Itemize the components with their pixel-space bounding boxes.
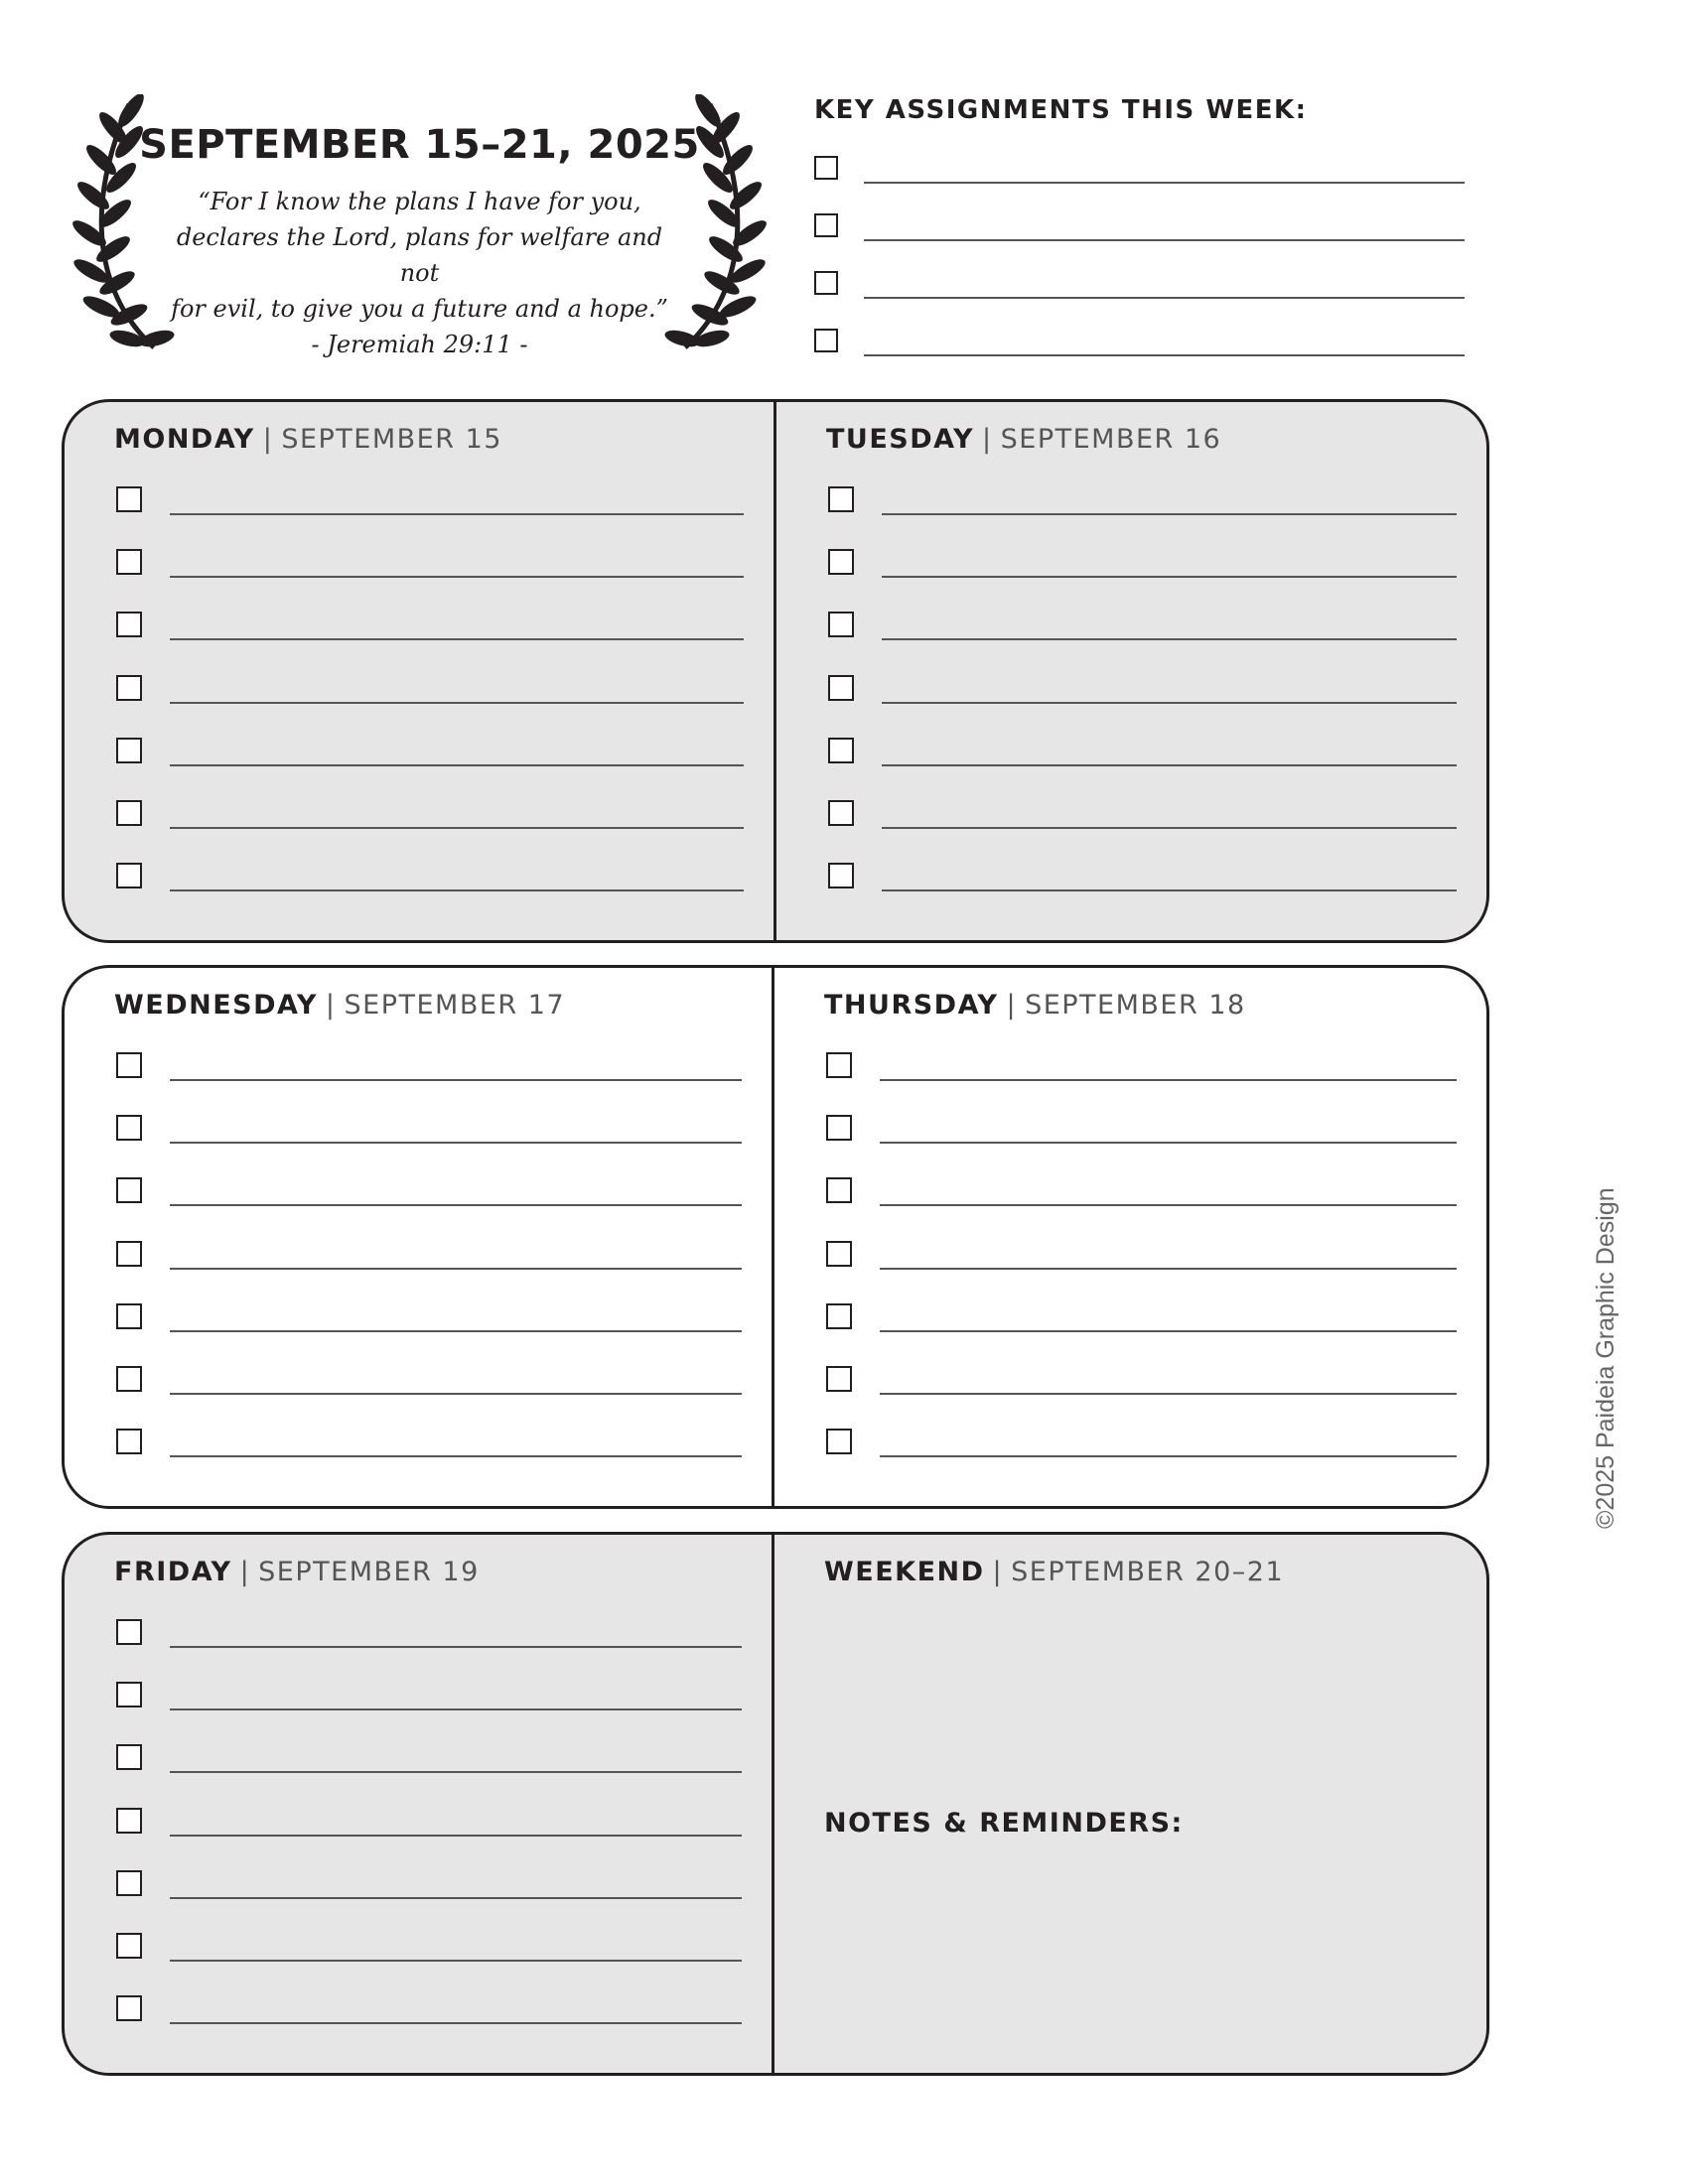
day-header: [114, 990, 565, 1021]
task-item: [826, 1052, 1457, 1115]
task-item: [828, 800, 1457, 863]
write-line[interactable]: [170, 1960, 742, 1962]
write-line[interactable]: [882, 702, 1457, 704]
checkbox[interactable]: [116, 1808, 142, 1834]
checkbox[interactable]: [116, 1241, 142, 1267]
checkbox[interactable]: [116, 1995, 142, 2021]
panel-wed-thu: [62, 965, 1489, 1509]
day-thursday: [774, 968, 1486, 1506]
separator: |: [325, 990, 337, 1021]
checkbox[interactable]: [116, 863, 142, 888]
task-item: [828, 486, 1457, 549]
week-header: [70, 94, 770, 357]
checkbox[interactable]: [116, 1115, 142, 1141]
day-name: FRIDAY: [114, 1557, 232, 1587]
write-line[interactable]: [880, 1079, 1457, 1081]
copyright: ©2025 Paideia Graphic Design: [1592, 1187, 1619, 1529]
day-header: [824, 1557, 1284, 1587]
write-line[interactable]: [170, 1079, 742, 1081]
verse-line: “For I know the plans I have for you,: [198, 188, 641, 215]
day-monday: [65, 402, 774, 940]
write-line[interactable]: [880, 1142, 1457, 1144]
key-assignment-item: [814, 211, 1465, 269]
write-line[interactable]: [880, 1393, 1457, 1395]
task-item: [116, 1682, 742, 1744]
checkbox[interactable]: [826, 1052, 852, 1078]
panel-mon-tue: [62, 399, 1489, 943]
task-item: [116, 1115, 742, 1177]
task-item: [116, 1619, 742, 1682]
day-name: THURSDAY: [824, 990, 999, 1021]
checkbox[interactable]: [828, 800, 854, 826]
write-line[interactable]: [170, 1646, 742, 1648]
checkbox[interactable]: [828, 863, 854, 888]
task-item: [116, 1303, 742, 1366]
write-line[interactable]: [170, 1204, 742, 1206]
day-header: [114, 424, 502, 455]
task-item: [826, 1366, 1457, 1429]
day-header: [824, 990, 1246, 1021]
write-line[interactable]: [170, 1835, 742, 1837]
checkbox[interactable]: [814, 213, 838, 237]
day-name: WEDNESDAY: [114, 990, 318, 1021]
task-item: [828, 863, 1457, 925]
checkbox[interactable]: [116, 800, 142, 826]
task-list: [116, 1052, 742, 1491]
task-item: [116, 1744, 742, 1807]
verse-line: declares the Lord, plans for welfare and not: [176, 223, 663, 287]
task-item: [826, 1241, 1457, 1303]
task-item: [116, 486, 744, 549]
checkbox[interactable]: [116, 675, 142, 701]
write-line[interactable]: [882, 638, 1457, 640]
key-assignment-item: [814, 327, 1465, 384]
task-item: [826, 1177, 1457, 1240]
checkbox[interactable]: [116, 1682, 142, 1707]
checkbox[interactable]: [826, 1115, 852, 1141]
task-item: [116, 1177, 742, 1240]
verse-line: for evil, to give you a future and a hope.”: [171, 295, 668, 323]
task-item: [116, 800, 744, 863]
checkbox[interactable]: [828, 612, 854, 637]
checkbox[interactable]: [828, 486, 854, 512]
day-name: MONDAY: [114, 424, 255, 455]
checkbox[interactable]: [116, 1429, 142, 1454]
checkbox[interactable]: [814, 271, 838, 295]
separator: |: [982, 424, 993, 455]
write-line[interactable]: [170, 1268, 742, 1270]
task-item: [116, 1933, 742, 1995]
day-date: SEPTEMBER 18: [1025, 990, 1246, 1021]
day-name: WEEKEND: [824, 1557, 985, 1587]
checkbox[interactable]: [826, 1177, 852, 1203]
notes-title: NOTES & REMINDERS:: [824, 1808, 1184, 1839]
write-line[interactable]: [170, 827, 744, 829]
day-date: SEPTEMBER 19: [258, 1557, 480, 1587]
checkbox[interactable]: [116, 738, 142, 763]
task-item: [826, 1303, 1457, 1366]
checkbox[interactable]: [828, 738, 854, 763]
write-line[interactable]: [864, 182, 1465, 184]
write-line[interactable]: [880, 1455, 1457, 1457]
write-line[interactable]: [170, 1330, 742, 1332]
task-list: [826, 1052, 1457, 1491]
day-date: SEPTEMBER 20–21: [1011, 1557, 1285, 1587]
write-line[interactable]: [170, 576, 744, 578]
write-line[interactable]: [882, 827, 1457, 829]
checkbox[interactable]: [116, 1303, 142, 1329]
checkbox[interactable]: [116, 1744, 142, 1770]
task-list: [116, 1619, 742, 2058]
checkbox[interactable]: [828, 549, 854, 575]
key-assignments-list: [814, 154, 1465, 384]
task-item: [116, 1995, 742, 2058]
write-line[interactable]: [882, 513, 1457, 515]
write-line[interactable]: [170, 1771, 742, 1773]
write-line[interactable]: [170, 889, 744, 891]
checkbox[interactable]: [116, 549, 142, 575]
write-line[interactable]: [170, 638, 744, 640]
checkbox[interactable]: [826, 1429, 852, 1454]
day-date: SEPTEMBER 17: [344, 990, 566, 1021]
write-line[interactable]: [170, 702, 744, 704]
checkbox[interactable]: [828, 675, 854, 701]
task-item: [828, 612, 1457, 674]
write-line[interactable]: [882, 889, 1457, 891]
task-item: [116, 675, 744, 738]
checkbox[interactable]: [826, 1303, 852, 1329]
write-line[interactable]: [882, 576, 1457, 578]
checkbox[interactable]: [116, 1366, 142, 1392]
write-line[interactable]: [170, 1708, 742, 1710]
checkbox[interactable]: [116, 1870, 142, 1896]
write-line[interactable]: [170, 513, 744, 515]
write-line[interactable]: [880, 1204, 1457, 1206]
write-line[interactable]: [170, 1142, 742, 1144]
write-line[interactable]: [882, 764, 1457, 766]
write-line[interactable]: [864, 354, 1465, 356]
write-line[interactable]: [864, 239, 1465, 241]
checkbox[interactable]: [116, 1619, 142, 1645]
separator: |: [262, 424, 274, 455]
separator: |: [1006, 990, 1018, 1021]
task-item: [116, 738, 744, 800]
separator: |: [239, 1557, 251, 1587]
task-item: [116, 1241, 742, 1303]
day-weekend: [774, 1535, 1486, 2073]
write-line[interactable]: [880, 1268, 1457, 1270]
task-item: [116, 1870, 742, 1933]
checkbox[interactable]: [116, 486, 142, 512]
day-date: SEPTEMBER 15: [281, 424, 502, 455]
task-item: [828, 738, 1457, 800]
task-item: [116, 612, 744, 674]
task-list: [828, 486, 1457, 925]
day-tuesday: [776, 402, 1486, 940]
day-wednesday: [65, 968, 772, 1506]
key-assignments-title: KEY ASSIGNMENTS THIS WEEK:: [814, 95, 1308, 125]
checkbox[interactable]: [826, 1366, 852, 1392]
write-line[interactable]: [170, 2022, 742, 2024]
day-header: [826, 424, 1221, 455]
task-item: [828, 675, 1457, 738]
separator: |: [992, 1557, 1004, 1587]
task-item: [826, 1115, 1457, 1177]
task-item: [826, 1429, 1457, 1491]
task-item: [116, 1366, 742, 1429]
checkbox[interactable]: [116, 612, 142, 637]
write-line[interactable]: [864, 297, 1465, 299]
task-item: [828, 549, 1457, 612]
write-line[interactable]: [170, 764, 744, 766]
task-item: [116, 1808, 742, 1870]
checkbox[interactable]: [116, 1052, 142, 1078]
task-item: [116, 549, 744, 612]
write-line[interactable]: [170, 1455, 742, 1457]
task-list: [116, 486, 744, 925]
write-line[interactable]: [170, 1393, 742, 1395]
day-header: [114, 1557, 480, 1587]
write-line[interactable]: [880, 1330, 1457, 1332]
task-item: [116, 1429, 742, 1491]
key-assignment-item: [814, 154, 1465, 211]
day-date: SEPTEMBER 16: [1000, 424, 1222, 455]
day-name: TUESDAY: [826, 424, 975, 455]
week-title: SEPTEMBER 15–21, 2025: [139, 122, 700, 168]
panel-fri-weekend: [62, 1532, 1489, 2076]
verse-reference: - Jeremiah 29:11 -: [311, 331, 528, 358]
checkbox[interactable]: [814, 329, 838, 352]
checkbox[interactable]: [116, 1177, 142, 1203]
day-friday: [65, 1535, 772, 2073]
checkbox[interactable]: [814, 156, 838, 180]
task-item: [116, 1052, 742, 1115]
task-item: [116, 863, 744, 925]
bible-verse: [164, 184, 675, 362]
checkbox[interactable]: [826, 1241, 852, 1267]
checkbox[interactable]: [116, 1933, 142, 1959]
key-assignment-item: [814, 269, 1465, 327]
write-line[interactable]: [170, 1897, 742, 1899]
